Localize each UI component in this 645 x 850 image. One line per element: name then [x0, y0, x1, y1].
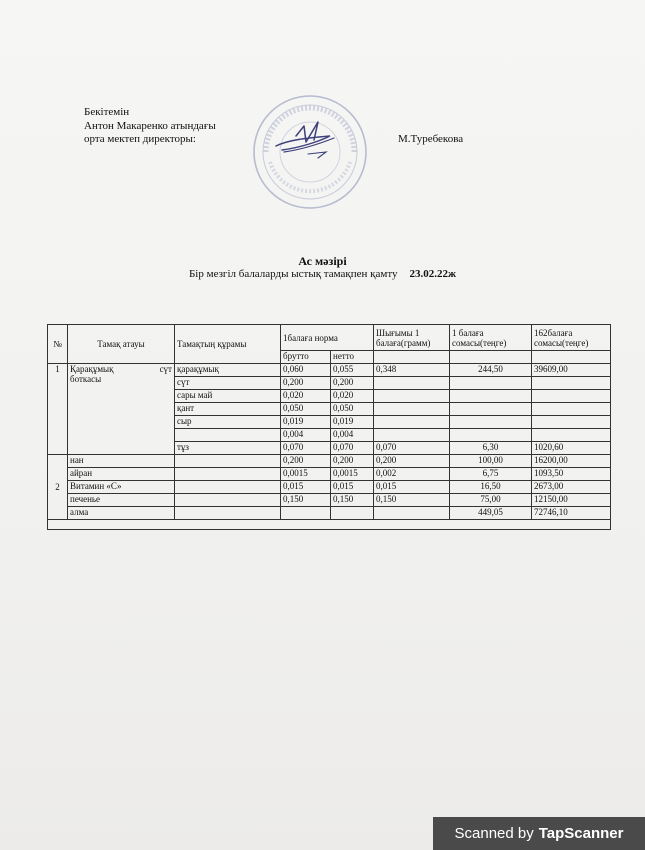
item-gross: 0,0015	[281, 468, 331, 481]
approval-block	[84, 106, 216, 147]
dish-number: 2	[48, 455, 68, 520]
ingredient-name: сыр	[175, 416, 281, 429]
item-net	[331, 507, 374, 520]
table-row	[48, 481, 611, 494]
item-gross	[281, 507, 331, 520]
dish-number: 1	[48, 364, 68, 455]
header-num: №	[48, 325, 68, 364]
ingredient-net: 0,200	[331, 377, 374, 390]
item-gross: 0,200	[281, 455, 331, 468]
subtitle-text: Бір мезгіл балаларды ыстық тамақпен қамту	[188, 268, 398, 280]
header-consumption: Шығымы 1 балаға(грамм)	[374, 325, 450, 351]
table-empty-row	[48, 520, 611, 530]
dish-cost-one: 244,50	[450, 364, 532, 377]
ingredient-cost-one: 6,30	[450, 442, 532, 455]
header-norm: 1балаға норма	[281, 325, 374, 351]
table-row	[48, 468, 611, 481]
header-dish: Тамақ атауы	[68, 325, 175, 364]
table-header-row	[48, 325, 611, 351]
ingredient-name: тұз	[175, 442, 281, 455]
ingredient-net: 0,004	[331, 429, 374, 442]
watermark-prefix: Scanned by	[454, 825, 534, 842]
ingredient-name: сары май	[175, 390, 281, 403]
item-net: 0,150	[331, 494, 374, 507]
ingredient-gross: 0,200	[281, 377, 331, 390]
ingredient-net: 0,020	[331, 390, 374, 403]
item-name: алма	[68, 507, 175, 520]
item-name: печенье	[68, 494, 175, 507]
ingredient-gross: 0,020	[281, 390, 331, 403]
header-cost-total: 162балаға сомасы(теңге)	[532, 325, 611, 351]
item-gross: 0,150	[281, 494, 331, 507]
item-name: айран	[68, 468, 175, 481]
item-net: 0,200	[331, 455, 374, 468]
ingredient-name: қант	[175, 403, 281, 416]
table-row	[48, 494, 611, 507]
item-cost-total: 2673,00	[532, 481, 611, 494]
table-row	[48, 507, 611, 520]
item-consumption	[374, 507, 450, 520]
item-gross: 0,015	[281, 481, 331, 494]
ingredient-consumption: 0,070	[374, 442, 450, 455]
item-cost-total: 16200,00	[532, 455, 611, 468]
item-cost-total: 72746,10	[532, 507, 611, 520]
ingredient-gross: 0,019	[281, 416, 331, 429]
ingredient-gross: 0,070	[281, 442, 331, 455]
ingredient-net: 0,070	[331, 442, 374, 455]
approval-line-1: Бекітемін	[84, 106, 130, 118]
ingredient-gross: 0,050	[281, 403, 331, 416]
ingredient-net: 0,055	[331, 364, 374, 377]
menu-table	[47, 324, 611, 530]
item-cost-one: 75,00	[450, 494, 532, 507]
scanner-watermark	[433, 817, 645, 850]
ingredient-gross: 0,060	[281, 364, 331, 377]
approval-line-3: орта мектеп директоры:	[84, 133, 196, 145]
table-row	[48, 364, 611, 377]
table-row	[48, 455, 611, 468]
header-composition: Тамақтың құрамы	[175, 325, 281, 364]
item-cost-total: 1093,50	[532, 468, 611, 481]
header-net: нетто	[331, 351, 374, 364]
director-name: М.Туребекова	[398, 133, 464, 145]
approval-line-2: Антон Макаренко атындағы	[84, 119, 216, 132]
item-cost-one: 6,75	[450, 468, 532, 481]
header-gross: брутто	[281, 351, 331, 364]
header-cost-one: 1 балаға сомасы(теңге)	[450, 325, 532, 351]
dish-consumption: 0,348	[374, 364, 450, 377]
item-name: Витамин «С»	[68, 481, 175, 494]
document-subtitle	[0, 268, 645, 280]
ingredient-net: 0,019	[331, 416, 374, 429]
menu-date: 23.02.22ж	[409, 268, 456, 280]
ingredient-name: сүт	[175, 377, 281, 390]
watermark-brand: TapScanner	[538, 825, 624, 842]
item-net: 0,015	[331, 481, 374, 494]
dish-name: Қарақұмық сүт боткасы	[68, 364, 175, 455]
item-cost-one: 100,00	[450, 455, 532, 468]
item-name: нан	[68, 455, 175, 468]
item-consumption: 0,002	[374, 468, 450, 481]
ingredient-net: 0,050	[331, 403, 374, 416]
ingredient-name: қарақұмық	[175, 364, 281, 377]
dish-cost-total: 39609,00	[532, 364, 611, 377]
item-net: 0,0015	[331, 468, 374, 481]
item-consumption: 0,200	[374, 455, 450, 468]
item-cost-total: 12150,00	[532, 494, 611, 507]
item-consumption: 0,015	[374, 481, 450, 494]
item-cost-one: 449,05	[450, 507, 532, 520]
ingredient-name	[175, 429, 281, 442]
document-title: Ас мәзірі	[298, 254, 347, 268]
item-consumption: 0,150	[374, 494, 450, 507]
ingredient-gross: 0,004	[281, 429, 331, 442]
item-cost-one: 16,50	[450, 481, 532, 494]
ingredient-cost-total: 1020,60	[532, 442, 611, 455]
school-seal-stamp	[248, 92, 372, 212]
